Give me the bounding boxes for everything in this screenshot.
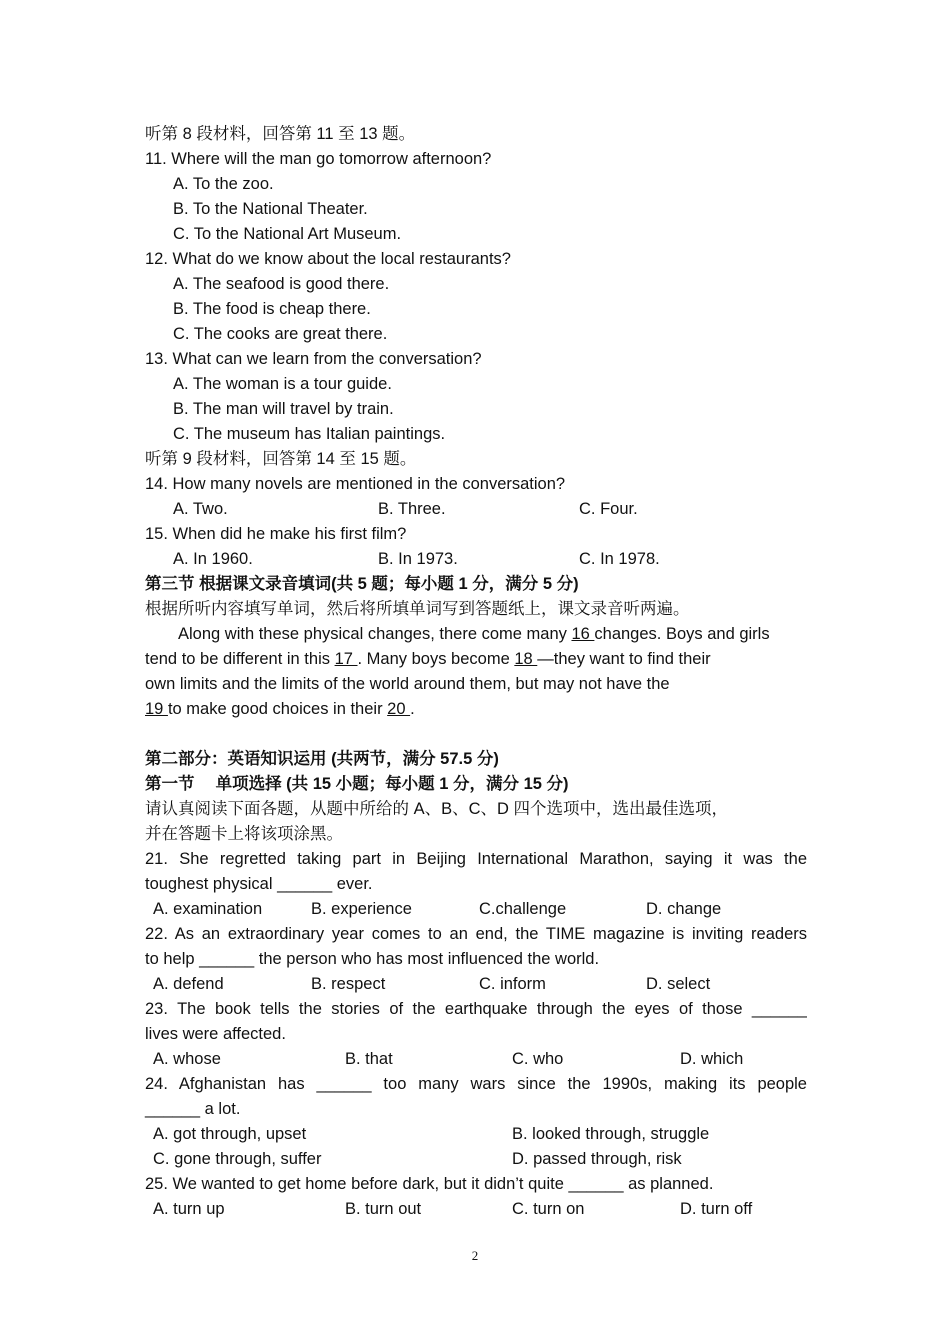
question-13-option-a: A. The woman is a tour guide. bbox=[173, 375, 392, 393]
question-24-option-d: D. passed through, risk bbox=[512, 1150, 682, 1168]
page-number: 2 bbox=[471, 1248, 479, 1263]
passage-line-2: tend to be different in this 17 . Many boys become 18 —they want to find their bbox=[145, 650, 711, 668]
passage-line-1: Along with these physical changes, there come many 16 changes. Boys and girls bbox=[178, 625, 770, 643]
question-21-line-2: toughest physical ______ ever. bbox=[145, 875, 373, 893]
part-2-heading: 第二部分：英语知识运用 (共两节，满分 57.5 分) bbox=[145, 750, 499, 768]
question-23-option-c: C. who bbox=[512, 1050, 564, 1068]
question-23-option-a: A. whose bbox=[153, 1050, 221, 1068]
passage-line-4: 19 to make good choices in their 20 . bbox=[145, 700, 415, 718]
question-23-options bbox=[145, 1047, 807, 1072]
spacer bbox=[145, 722, 807, 747]
blank-16: 16 bbox=[571, 625, 595, 643]
exam-page bbox=[145, 122, 807, 1222]
question-14-stem: 14. How many novels are mentioned in the conversation? bbox=[145, 475, 566, 493]
question-23-line-1: 23. The book tells the stories of the earthquake through the eyes of those ______ bbox=[145, 1000, 807, 1018]
question-13-option-c: C. The museum has Italian paintings. bbox=[173, 425, 446, 443]
material-8-instruction: 听第 8 段材料，回答第 11 至 13 题。 bbox=[145, 125, 416, 143]
blank-18: 18 bbox=[514, 650, 538, 668]
question-23-option-d: D. which bbox=[680, 1050, 744, 1068]
blank-20: 20 bbox=[387, 700, 411, 718]
section-3-instruction: 根据所听内容填写单词，然后将所填单词写到答题纸上，课文录音听两遍。 bbox=[145, 600, 690, 618]
question-23-line-2: lives were affected. bbox=[145, 1025, 286, 1043]
question-15-stem: 15. When did he make his first film? bbox=[145, 525, 407, 543]
question-21-options bbox=[145, 897, 807, 922]
question-22-option-c: C. inform bbox=[479, 975, 546, 993]
question-12-option-b: B. The food is cheap there. bbox=[173, 300, 371, 318]
question-21-option-a: A. examination bbox=[153, 900, 263, 918]
question-13-option-b: B. The man will travel by train. bbox=[173, 400, 394, 418]
question-15-option-c: C. In 1978. bbox=[579, 550, 660, 568]
question-25-line-1: 25. We wanted to get home before dark, but it didn’t quite ______ as planned. bbox=[145, 1175, 714, 1193]
question-24-line-1: 24. Afghanistan has ______ too many wars since the 1990s, making its people bbox=[145, 1075, 807, 1093]
question-22-option-b: B. respect bbox=[311, 975, 386, 993]
question-13-stem: 13. What can we learn from the conversation? bbox=[145, 350, 482, 368]
question-25-option-c: C. turn on bbox=[512, 1200, 585, 1218]
part-2-section-1-heading: 第一节 单项选择 (共 15 小题；每小题 1 分，满分 15 分) bbox=[145, 775, 569, 793]
part-2-instruction-1: 请认真阅读下面各题，从题中所给的 A、B、C、D 四个选项中，选出最佳选项， bbox=[145, 800, 729, 818]
question-12-option-a: A. The seafood is good there. bbox=[173, 275, 390, 293]
passage-line-3: own limits and the limits of the world around them, but may not have the bbox=[145, 675, 670, 693]
question-22-option-d: D. select bbox=[646, 975, 711, 993]
question-21-option-c: C.challenge bbox=[479, 900, 567, 918]
question-25-option-b: B. turn out bbox=[345, 1200, 422, 1218]
question-25-option-d: D. turn off bbox=[680, 1200, 753, 1218]
question-15-options bbox=[145, 547, 807, 572]
question-12-stem: 12. What do we know about the local restaurants? bbox=[145, 250, 511, 268]
question-24-options-row-1 bbox=[145, 1122, 807, 1147]
question-15-option-b: B. In 1973. bbox=[378, 550, 458, 568]
question-14-options bbox=[145, 497, 807, 522]
question-25-option-a: A. turn up bbox=[153, 1200, 225, 1218]
material-9-instruction: 听第 9 段材料，回答第 14 至 15 题。 bbox=[145, 450, 417, 468]
question-22-line-1: 22. As an extraordinary year comes to an end, the TIME magazine is inviting readers bbox=[145, 925, 807, 943]
question-22-option-a: A. defend bbox=[153, 975, 224, 993]
question-12-option-c: C. The cooks are great there. bbox=[173, 325, 388, 343]
question-21-option-d: D. change bbox=[646, 900, 722, 918]
section-3-heading: 第三节 根据课文录音填词(共 5 题；每小题 1 分，满分 5 分) bbox=[145, 575, 579, 593]
question-25-options bbox=[145, 1197, 807, 1222]
question-22-line-2: to help ______ the person who has most influenced the world. bbox=[145, 950, 600, 968]
question-21-line-1: 21. She regretted taking part in Beijing International Marathon, saying it was the bbox=[145, 850, 807, 868]
question-14-option-b: B. Three. bbox=[378, 500, 446, 518]
question-24-option-a: A. got through, upset bbox=[153, 1125, 307, 1143]
question-14-option-c: C. Four. bbox=[579, 500, 638, 518]
question-24-option-c: C. gone through, suffer bbox=[153, 1150, 322, 1168]
question-11-option-a: A. To the zoo. bbox=[173, 175, 274, 193]
question-22-options bbox=[145, 972, 807, 997]
question-11-option-b: B. To the National Theater. bbox=[173, 200, 368, 218]
question-14-option-a: A. Two. bbox=[173, 500, 228, 518]
question-24-option-b: B. looked through, struggle bbox=[512, 1125, 710, 1143]
question-11-option-c: C. To the National Art Museum. bbox=[173, 225, 402, 243]
question-15-option-a: A. In 1960. bbox=[173, 550, 253, 568]
blank-17: 17 bbox=[334, 650, 358, 668]
question-24-options-row-2 bbox=[145, 1147, 807, 1172]
question-24-line-2: ______ a lot. bbox=[145, 1100, 241, 1118]
question-11-stem: 11. Where will the man go tomorrow afternoon? bbox=[145, 150, 492, 168]
question-23-option-b: B. that bbox=[345, 1050, 393, 1068]
question-21-option-b: B. experience bbox=[311, 900, 412, 918]
part-2-instruction-2: 并在答题卡上将该项涂黑。 bbox=[145, 825, 343, 843]
blank-19: 19 bbox=[145, 700, 168, 718]
